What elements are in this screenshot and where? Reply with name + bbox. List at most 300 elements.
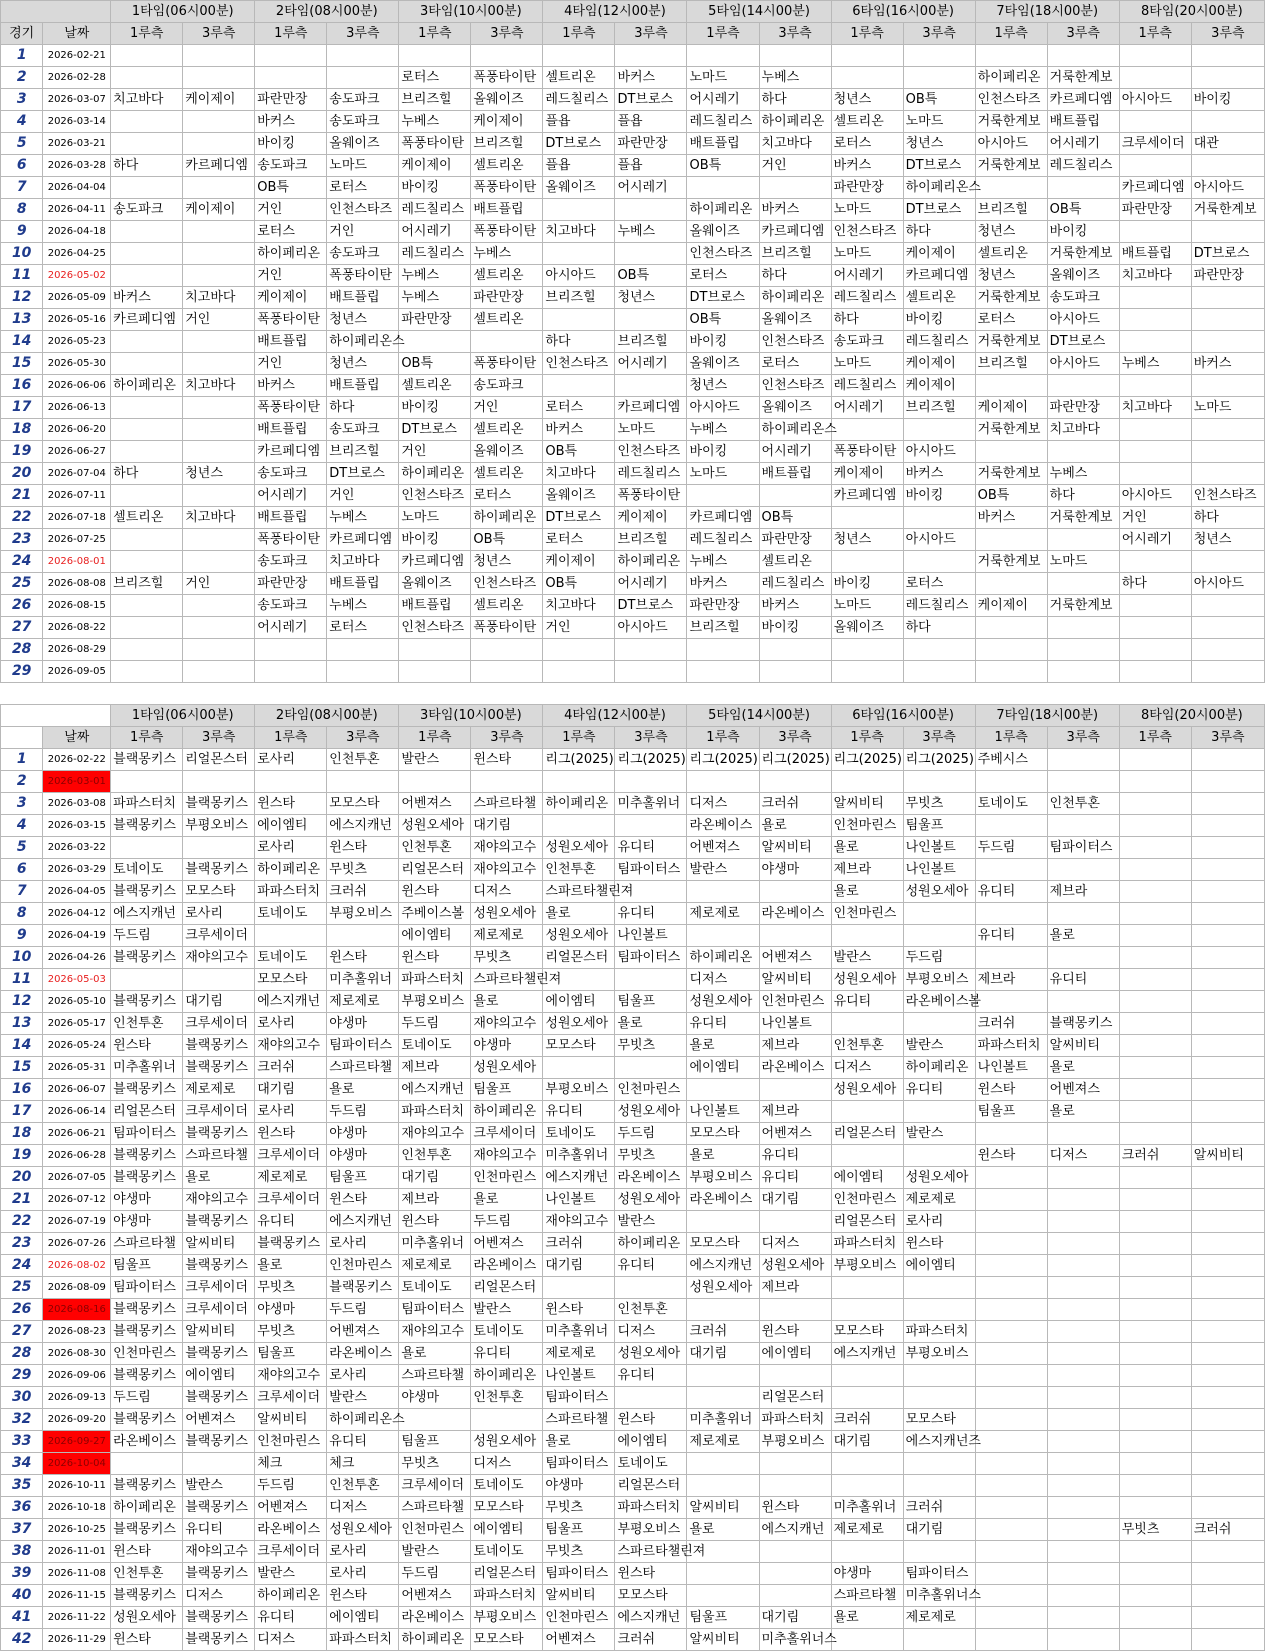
team-cell[interactable]: 하다 (1119, 573, 1191, 595)
team-cell[interactable]: 재야의고수 (471, 837, 543, 859)
team-cell[interactable] (1191, 551, 1264, 573)
team-cell[interactable] (1047, 1475, 1119, 1497)
team-cell[interactable]: 라온베이스 (111, 1431, 183, 1453)
team-cell[interactable]: 리얼몬스터 (183, 749, 255, 771)
team-cell[interactable]: 제로제로 (399, 1255, 471, 1277)
team-cell[interactable]: 노마드 (687, 463, 759, 485)
team-cell[interactable]: 대기림 (543, 1255, 615, 1277)
team-cell[interactable]: 브리즈힐 (111, 573, 183, 595)
team-cell[interactable]: 성원오세아 (543, 925, 615, 947)
team-cell[interactable] (1191, 639, 1264, 661)
team-cell[interactable]: 바이킹 (399, 177, 471, 199)
team-cell[interactable] (975, 1299, 1047, 1321)
team-cell[interactable]: 배트플립 (255, 331, 327, 353)
team-cell[interactable]: 블랙몽키스 (111, 1519, 183, 1541)
team-cell[interactable]: 라온베이스볼 (903, 991, 975, 1013)
team-cell[interactable] (903, 1475, 975, 1497)
team-cell[interactable]: 욜로 (1047, 1101, 1119, 1123)
team-cell[interactable]: 셀트리온 (471, 309, 543, 331)
team-cell[interactable]: 케이제이 (399, 155, 471, 177)
team-cell[interactable]: 올웨이즈 (543, 485, 615, 507)
team-cell[interactable]: 무빗츠 (255, 1321, 327, 1343)
team-cell[interactable]: 디저스 (327, 1497, 399, 1519)
team-cell[interactable]: 미추홀위너스 (759, 1629, 831, 1651)
team-cell[interactable]: 욜로 (1047, 1057, 1119, 1079)
team-cell[interactable]: 모모스타 (903, 1409, 975, 1431)
team-cell[interactable]: 하이페리온 (759, 287, 831, 309)
team-cell[interactable]: 송도파크 (471, 375, 543, 397)
team-cell[interactable]: 로사리 (255, 1013, 327, 1035)
team-cell[interactable]: 인천투혼 (543, 859, 615, 881)
team-cell[interactable]: OB특 (615, 265, 687, 287)
team-cell[interactable]: 어시레기 (1119, 529, 1191, 551)
team-cell[interactable]: 셀트리온 (975, 243, 1047, 265)
team-cell[interactable] (1047, 375, 1119, 397)
team-cell[interactable]: 무빗츠 (903, 793, 975, 815)
team-cell[interactable] (975, 947, 1047, 969)
team-cell[interactable]: 어시레기 (687, 89, 759, 111)
team-cell[interactable]: 모모스타 (183, 881, 255, 903)
team-cell[interactable] (615, 639, 687, 661)
team-cell[interactable]: 성원오세아 (687, 991, 759, 1013)
team-cell[interactable]: 디저스 (183, 1585, 255, 1607)
team-cell[interactable]: 성원오세아 (831, 969, 903, 991)
team-cell[interactable]: 로사리 (255, 1101, 327, 1123)
team-cell[interactable]: 알씨비티 (687, 1629, 759, 1651)
team-cell[interactable]: 라온베이스 (471, 1255, 543, 1277)
team-cell[interactable]: 청년스 (975, 221, 1047, 243)
team-cell[interactable]: 케이제이 (615, 507, 687, 529)
team-cell[interactable]: 욜로 (687, 1519, 759, 1541)
team-cell[interactable]: 토네이도 (471, 1541, 543, 1563)
team-cell[interactable] (975, 617, 1047, 639)
team-cell[interactable] (111, 45, 183, 67)
team-cell[interactable] (543, 661, 615, 683)
team-cell[interactable]: 윈스타 (111, 1035, 183, 1057)
team-cell[interactable]: 거인 (1119, 507, 1191, 529)
team-cell[interactable]: 폭풍타이탄 (471, 177, 543, 199)
team-cell[interactable]: 어시레기 (759, 441, 831, 463)
team-cell[interactable]: DT브로스 (399, 419, 471, 441)
team-cell[interactable]: 미추홀위너 (543, 1145, 615, 1167)
team-cell[interactable]: 바이킹 (903, 309, 975, 331)
team-cell[interactable] (1191, 45, 1264, 67)
team-cell[interactable]: 크러쉬 (759, 793, 831, 815)
team-cell[interactable] (1047, 749, 1119, 771)
team-cell[interactable]: 파파스터치 (759, 1409, 831, 1431)
team-cell[interactable]: 카르페디엠 (903, 265, 975, 287)
team-cell[interactable]: 송도파크 (255, 595, 327, 617)
team-cell[interactable] (759, 1211, 831, 1233)
team-cell[interactable]: 리그(2025) (759, 749, 831, 771)
team-cell[interactable] (831, 1145, 903, 1167)
team-cell[interactable]: 폭풍타이탄 (255, 529, 327, 551)
team-cell[interactable]: 로터스 (327, 617, 399, 639)
team-cell[interactable]: 로터스 (327, 177, 399, 199)
team-cell[interactable]: 배트플립 (327, 287, 399, 309)
team-cell[interactable]: 레드칠리스 (399, 199, 471, 221)
team-cell[interactable]: 케이제이 (543, 551, 615, 573)
team-cell[interactable]: 유디티 (543, 1101, 615, 1123)
team-cell[interactable]: 제로제로 (471, 925, 543, 947)
team-cell[interactable]: 블랙몽키스 (183, 1629, 255, 1651)
team-cell[interactable]: 발란스 (183, 1475, 255, 1497)
team-cell[interactable]: 팀파이터스 (327, 1035, 399, 1057)
team-cell[interactable] (1191, 1431, 1264, 1453)
team-cell[interactable] (831, 507, 903, 529)
team-cell[interactable]: 어벤져스 (543, 1629, 615, 1651)
team-cell[interactable]: 리얼몬스터 (471, 1277, 543, 1299)
team-cell[interactable]: 디저스 (471, 881, 543, 903)
team-cell[interactable]: 블랙몽키스 (111, 881, 183, 903)
team-cell[interactable] (111, 265, 183, 287)
team-cell[interactable] (903, 45, 975, 67)
team-cell[interactable]: 인천스타즈 (975, 89, 1047, 111)
team-cell[interactable]: 윈스타 (615, 1563, 687, 1585)
team-cell[interactable] (687, 1365, 759, 1387)
team-cell[interactable]: 청년스 (903, 133, 975, 155)
team-cell[interactable]: 팀울프 (111, 1255, 183, 1277)
team-cell[interactable]: 누베스 (399, 287, 471, 309)
team-cell[interactable]: 브리즈힐 (975, 353, 1047, 375)
team-cell[interactable]: 치고바다 (183, 287, 255, 309)
team-cell[interactable]: 크루세이더 (183, 1013, 255, 1035)
team-cell[interactable]: 스파르타챌 (327, 1057, 399, 1079)
team-cell[interactable] (1119, 463, 1191, 485)
team-cell[interactable] (831, 1013, 903, 1035)
team-cell[interactable]: 유디티 (831, 991, 903, 1013)
team-cell[interactable] (975, 1343, 1047, 1365)
team-cell[interactable]: 인천스타즈 (759, 331, 831, 353)
team-cell[interactable]: 블랙몽키스 (255, 1233, 327, 1255)
team-cell[interactable]: 욜로 (543, 1431, 615, 1453)
team-cell[interactable]: 아시아드 (1191, 177, 1264, 199)
team-cell[interactable]: 야생마 (543, 1475, 615, 1497)
team-cell[interactable] (903, 1013, 975, 1035)
team-cell[interactable]: 에이엠티 (543, 991, 615, 1013)
team-cell[interactable]: 블랙몽키스 (111, 991, 183, 1013)
team-cell[interactable] (975, 1453, 1047, 1475)
team-cell[interactable]: 바이킹 (687, 441, 759, 463)
team-cell[interactable]: 로사리 (327, 1233, 399, 1255)
team-cell[interactable]: 제로제로 (831, 1519, 903, 1541)
team-cell[interactable]: 성원오세아 (399, 815, 471, 837)
team-cell[interactable]: 무빗츠 (255, 1277, 327, 1299)
team-cell[interactable]: 어벤져스 (759, 1123, 831, 1145)
team-cell[interactable]: 블랙몽키스 (111, 1409, 183, 1431)
team-cell[interactable]: 팀울프 (975, 1101, 1047, 1123)
team-cell[interactable]: 블랙몽키스 (183, 1255, 255, 1277)
team-cell[interactable]: 하다 (759, 89, 831, 111)
team-cell[interactable]: 토네이도 (975, 793, 1047, 815)
team-cell[interactable] (183, 661, 255, 683)
team-cell[interactable] (975, 1365, 1047, 1387)
team-cell[interactable] (615, 661, 687, 683)
team-cell[interactable]: 카르페디엠 (111, 309, 183, 331)
team-cell[interactable]: 라온베이스 (759, 1057, 831, 1079)
team-cell[interactable]: 하다 (759, 265, 831, 287)
team-cell[interactable]: 스파르타챌린져 (543, 881, 615, 903)
team-cell[interactable] (471, 771, 543, 793)
team-cell[interactable]: 치고바다 (759, 133, 831, 155)
team-cell[interactable] (1119, 1321, 1191, 1343)
team-cell[interactable]: 거룩한계보 (1047, 507, 1119, 529)
team-cell[interactable]: 모모스타 (615, 1585, 687, 1607)
team-cell[interactable] (1047, 529, 1119, 551)
team-cell[interactable] (1191, 1189, 1264, 1211)
team-cell[interactable]: 어시레기 (831, 265, 903, 287)
team-cell[interactable]: 송도파크 (327, 89, 399, 111)
team-cell[interactable]: 재야의고수 (471, 1013, 543, 1035)
team-cell[interactable]: 인천투혼 (399, 837, 471, 859)
team-cell[interactable]: 팀파이터스 (399, 1299, 471, 1321)
team-cell[interactable] (831, 1101, 903, 1123)
team-cell[interactable]: 대관 (1191, 133, 1264, 155)
team-cell[interactable]: 욜로 (543, 903, 615, 925)
team-cell[interactable]: 제브라 (399, 1057, 471, 1079)
team-cell[interactable]: 부평오비스 (759, 1431, 831, 1453)
team-cell[interactable] (111, 111, 183, 133)
team-cell[interactable]: 유디티 (903, 1079, 975, 1101)
team-cell[interactable]: 미추홀위너 (399, 1233, 471, 1255)
team-cell[interactable] (1191, 1123, 1264, 1145)
team-cell[interactable]: 인천투혼 (327, 1475, 399, 1497)
team-cell[interactable]: 리얼몬스터 (831, 1123, 903, 1145)
team-cell[interactable]: DT브로스 (543, 507, 615, 529)
team-cell[interactable]: 로터스 (903, 573, 975, 595)
team-cell[interactable]: 브리즈힐 (903, 397, 975, 419)
team-cell[interactable]: 청년스 (975, 265, 1047, 287)
team-cell[interactable] (1119, 45, 1191, 67)
team-cell[interactable]: 카르페디엠 (399, 551, 471, 573)
team-cell[interactable]: 두드림 (471, 1211, 543, 1233)
team-cell[interactable]: 미추홀위너 (687, 1409, 759, 1431)
team-cell[interactable]: 부평오비스 (399, 991, 471, 1013)
team-cell[interactable]: 어시레기 (615, 353, 687, 375)
team-cell[interactable]: 블랙몽키스 (111, 1321, 183, 1343)
team-cell[interactable]: 알씨비티 (543, 1585, 615, 1607)
team-cell[interactable]: 하다 (111, 463, 183, 485)
team-cell[interactable]: 누베스 (399, 265, 471, 287)
team-cell[interactable]: 욜로 (471, 1189, 543, 1211)
team-cell[interactable]: 크루세이더 (183, 1101, 255, 1123)
team-cell[interactable]: 제브라 (759, 1101, 831, 1123)
team-cell[interactable]: 토네이도 (399, 1035, 471, 1057)
team-cell[interactable] (903, 551, 975, 573)
team-cell[interactable] (111, 639, 183, 661)
team-cell[interactable] (759, 1585, 831, 1607)
team-cell[interactable]: 리그(2025) (615, 749, 687, 771)
team-cell[interactable]: 유디티 (183, 1519, 255, 1541)
team-cell[interactable] (1119, 1585, 1191, 1607)
team-cell[interactable]: 올웨이즈 (543, 177, 615, 199)
team-cell[interactable] (111, 551, 183, 573)
team-cell[interactable]: 유디티 (975, 925, 1047, 947)
team-cell[interactable] (1191, 1013, 1264, 1035)
team-cell[interactable]: 바커스 (1191, 353, 1264, 375)
team-cell[interactable]: 두드림 (399, 1013, 471, 1035)
team-cell[interactable] (1119, 1013, 1191, 1035)
team-cell[interactable] (543, 639, 615, 661)
team-cell[interactable]: 카르페디엠 (255, 441, 327, 463)
team-cell[interactable] (1119, 969, 1191, 991)
team-cell[interactable] (687, 1387, 759, 1409)
team-cell[interactable] (759, 177, 831, 199)
team-cell[interactable]: 모모스타 (687, 1123, 759, 1145)
team-cell[interactable]: 블랙몽키스 (111, 815, 183, 837)
team-cell[interactable]: 파란만장 (1047, 397, 1119, 419)
team-cell[interactable]: 인천스타즈 (687, 243, 759, 265)
team-cell[interactable] (1119, 1409, 1191, 1431)
team-cell[interactable] (1191, 111, 1264, 133)
team-cell[interactable]: 파란만장 (1119, 199, 1191, 221)
team-cell[interactable]: 레드칠리스 (543, 89, 615, 111)
team-cell[interactable] (1191, 1057, 1264, 1079)
team-cell[interactable]: 에스지캐넌 (615, 1607, 687, 1629)
team-cell[interactable]: 제브라 (759, 1277, 831, 1299)
team-cell[interactable]: 부평오비스 (831, 1255, 903, 1277)
team-cell[interactable] (975, 573, 1047, 595)
team-cell[interactable]: 제브라 (975, 969, 1047, 991)
team-cell[interactable] (471, 639, 543, 661)
team-cell[interactable] (759, 1453, 831, 1475)
team-cell[interactable]: 브리즈힐 (543, 287, 615, 309)
team-cell[interactable]: 윈스타 (111, 1629, 183, 1651)
team-cell[interactable]: 유디티 (471, 1343, 543, 1365)
team-cell[interactable]: 팀울프 (543, 1519, 615, 1541)
team-cell[interactable] (1191, 925, 1264, 947)
team-cell[interactable]: 디저스 (687, 793, 759, 815)
team-cell[interactable]: 욜로 (615, 1013, 687, 1035)
team-cell[interactable]: OB특 (543, 441, 615, 463)
team-cell[interactable]: 제로제로 (687, 903, 759, 925)
team-cell[interactable]: 발란스 (831, 947, 903, 969)
team-cell[interactable]: 무빗츠 (1119, 1519, 1191, 1541)
team-cell[interactable]: 유디티 (255, 1211, 327, 1233)
team-cell[interactable]: 하이페리온 (111, 1497, 183, 1519)
team-cell[interactable] (975, 1519, 1047, 1541)
team-cell[interactable]: 거인 (327, 485, 399, 507)
team-cell[interactable] (1191, 1079, 1264, 1101)
team-cell[interactable]: 바커스 (831, 155, 903, 177)
team-cell[interactable]: OB특 (687, 155, 759, 177)
team-cell[interactable]: 노마드 (687, 67, 759, 89)
team-cell[interactable] (975, 1189, 1047, 1211)
team-cell[interactable]: 바커스 (687, 573, 759, 595)
team-cell[interactable] (975, 661, 1047, 683)
team-cell[interactable]: 레드칠리스 (831, 287, 903, 309)
team-cell[interactable]: 청년스 (327, 353, 399, 375)
team-cell[interactable] (975, 639, 1047, 661)
team-cell[interactable]: 두드림 (111, 1387, 183, 1409)
team-cell[interactable] (543, 243, 615, 265)
team-cell[interactable]: 파란만장 (759, 529, 831, 551)
team-cell[interactable]: 인천스타즈 (831, 221, 903, 243)
team-cell[interactable] (1119, 661, 1191, 683)
team-cell[interactable]: 부평오비스 (183, 815, 255, 837)
team-cell[interactable] (831, 67, 903, 89)
team-cell[interactable]: 토네이도 (255, 947, 327, 969)
team-cell[interactable]: 셀트리온 (399, 375, 471, 397)
team-cell[interactable]: 거인 (399, 441, 471, 463)
team-cell[interactable]: 케이제이 (831, 463, 903, 485)
team-cell[interactable] (1119, 221, 1191, 243)
team-cell[interactable]: 제브라 (831, 859, 903, 881)
team-cell[interactable]: 노마드 (831, 243, 903, 265)
team-cell[interactable] (1191, 1607, 1264, 1629)
team-cell[interactable]: 레드칠리스 (759, 573, 831, 595)
team-cell[interactable]: 발란스 (615, 1211, 687, 1233)
team-cell[interactable]: 레드칠리스 (831, 375, 903, 397)
team-cell[interactable] (399, 639, 471, 661)
team-cell[interactable] (903, 1629, 975, 1651)
team-cell[interactable] (687, 1475, 759, 1497)
team-cell[interactable]: 하이페리온 (687, 947, 759, 969)
team-cell[interactable]: 폭풍타이탄 (615, 485, 687, 507)
team-cell[interactable]: 셀트리온 (471, 463, 543, 485)
team-cell[interactable]: 크루세이더 (255, 1189, 327, 1211)
team-cell[interactable]: 하이페리온 (111, 375, 183, 397)
team-cell[interactable]: 발란스 (255, 1563, 327, 1585)
team-cell[interactable] (183, 331, 255, 353)
team-cell[interactable]: 어시레기 (615, 573, 687, 595)
team-cell[interactable]: 하이페리온 (903, 1057, 975, 1079)
team-cell[interactable]: 제로제로 (903, 1189, 975, 1211)
team-cell[interactable] (1191, 1365, 1264, 1387)
team-cell[interactable] (1191, 1321, 1264, 1343)
team-cell[interactable] (1047, 815, 1119, 837)
team-cell[interactable]: 로터스 (687, 265, 759, 287)
team-cell[interactable]: 카르페디엠 (1047, 89, 1119, 111)
team-cell[interactable] (183, 177, 255, 199)
team-cell[interactable]: 케이제이 (975, 595, 1047, 617)
team-cell[interactable]: 대기림 (903, 1519, 975, 1541)
team-cell[interactable] (183, 551, 255, 573)
team-cell[interactable] (1119, 1233, 1191, 1255)
team-cell[interactable]: 에이엠티 (759, 1343, 831, 1365)
team-cell[interactable] (687, 1453, 759, 1475)
team-cell[interactable]: 바커스 (255, 111, 327, 133)
team-cell[interactable]: 두드림 (327, 1299, 399, 1321)
team-cell[interactable]: 거인 (471, 397, 543, 419)
team-cell[interactable]: 로사리 (327, 1563, 399, 1585)
team-cell[interactable] (615, 375, 687, 397)
team-cell[interactable] (1047, 1541, 1119, 1563)
team-cell[interactable] (1119, 837, 1191, 859)
team-cell[interactable]: 크루세이더 (183, 1277, 255, 1299)
team-cell[interactable]: 거인 (759, 155, 831, 177)
team-cell[interactable] (327, 771, 399, 793)
team-cell[interactable] (687, 925, 759, 947)
team-cell[interactable]: 바커스 (543, 419, 615, 441)
team-cell[interactable]: 플욥 (543, 155, 615, 177)
team-cell[interactable]: 하이페리온 (471, 507, 543, 529)
team-cell[interactable] (111, 771, 183, 793)
team-cell[interactable]: 팀울프 (471, 1079, 543, 1101)
team-cell[interactable] (1119, 595, 1191, 617)
team-cell[interactable]: 성원오세아 (615, 1189, 687, 1211)
team-cell[interactable] (1119, 1299, 1191, 1321)
team-cell[interactable]: 치고바다 (1119, 397, 1191, 419)
team-cell[interactable]: 크루세이더 (1119, 133, 1191, 155)
team-cell[interactable] (1047, 1189, 1119, 1211)
team-cell[interactable] (759, 639, 831, 661)
team-cell[interactable]: 두드림 (327, 1101, 399, 1123)
team-cell[interactable] (1047, 1365, 1119, 1387)
team-cell[interactable] (1191, 1409, 1264, 1431)
team-cell[interactable] (975, 815, 1047, 837)
team-cell[interactable]: 토네이도 (111, 859, 183, 881)
